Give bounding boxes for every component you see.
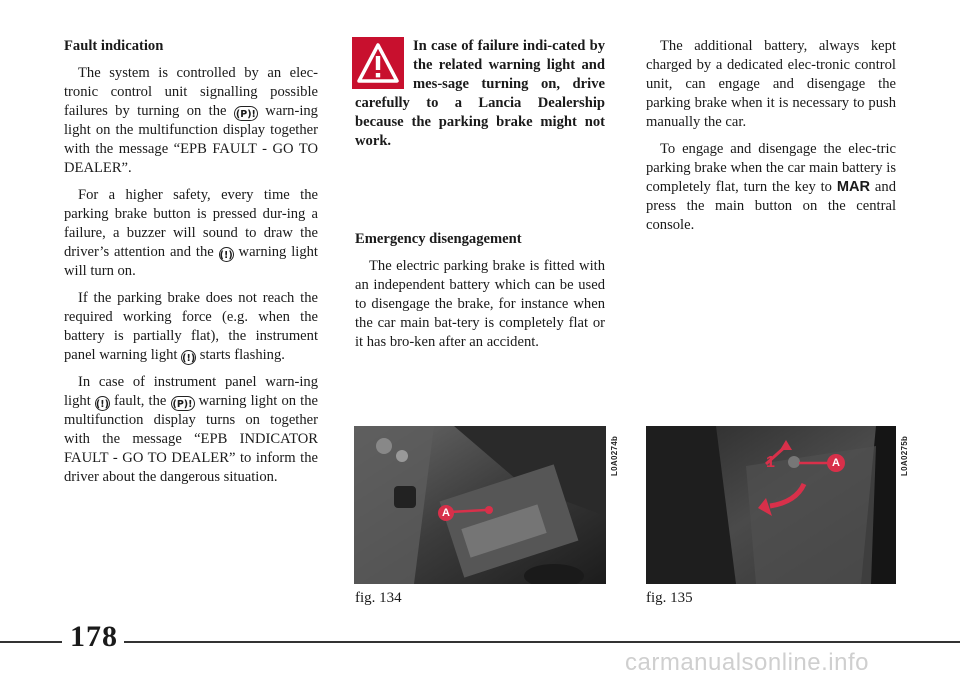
engage-paragraph: To engage and disengage the elec-tric parking brake when the car main battery is completely flat, turn the key to MAR and press the main button on the central console. — [646, 141, 896, 233]
footer-rule-right — [124, 641, 960, 643]
epb-panel-warning-icon: (!) — [219, 247, 234, 262]
fault-paragraph-1: The system is controlled by an elec-tronic control unit signalling possible failures by turning on the (P)! warn-ing light on the multifunction display together with the message “EPB FAULT - GO TO DEALER”. — [64, 65, 318, 176]
fault-indication-heading: Fault indication — [64, 38, 164, 54]
fault-paragraph-3: If the parking brake does not reach the required working force (e.g. when the battery is partially flat), the instrument panel warning light (!) starts flashing. — [64, 290, 318, 364]
column-3 — [646, 37, 896, 235]
emergency-heading: Emergency disengagement — [355, 231, 522, 247]
warning-text: In case of failure indi-cated by the related warning light and mes-sage turning on, drive carefully to a Lancia Dealership because the parking brake might not work. — [355, 38, 605, 149]
key-position-mar: MAR — [836, 179, 871, 195]
figure-135-code: L0A0275b — [900, 435, 909, 476]
column-2 — [355, 37, 605, 352]
epb-display-warning-icon: (P)! — [171, 396, 195, 411]
figure-134-caption: fig. 134 — [355, 590, 402, 606]
epb-panel-warning-icon: (!) — [181, 350, 196, 365]
battery-compartment-illustration — [354, 426, 606, 584]
fault-paragraph-2: For a higher safety, every time the parking brake button is pressed dur-ing a failure, a buzzer will sound to draw the driver’s attention and the (!) warning light will turn on. — [64, 187, 318, 279]
emergency-paragraph: The electric parking brake is fitted with an independent battery which can be used to disengage the brake, for instance when the car main bat-tery is completely flat or it has bro-ken after an accident. — [355, 258, 605, 350]
watermark: carmanualsonline.info — [625, 649, 869, 676]
column-1 — [64, 37, 318, 487]
trunk-compartment-illustration — [646, 426, 896, 584]
figure-134-photo — [354, 426, 606, 584]
figure-135-caption: fig. 135 — [646, 590, 693, 606]
triangle-spacer — [355, 37, 413, 93]
marker-1-label: 1 — [766, 454, 775, 471]
figure-135-photo — [646, 426, 896, 584]
fault-paragraph-4: In case of instrument panel warn-ing light (!) fault, the (P)! warning light on the multifunction display turns on together with the message “EPB INDICATOR FAULT - GO TO DEALER” to inform the driver about the dangerous situation. — [64, 374, 319, 485]
marker-a-label: A — [832, 457, 840, 469]
marker-a-label: A — [442, 507, 450, 519]
epb-panel-warning-icon: (!) — [95, 396, 110, 411]
epb-display-warning-icon: (P)! — [234, 106, 258, 121]
figure-134-code: L0A0274b — [610, 435, 619, 476]
page-number: 178 — [70, 620, 118, 653]
footer-rule-left — [0, 641, 62, 643]
battery-paragraph: The additional battery, always kept charged by a dedicated elec-tronic control unit, can engage and disengage the parking brake when it is necessary to push manually the car. — [646, 38, 896, 130]
